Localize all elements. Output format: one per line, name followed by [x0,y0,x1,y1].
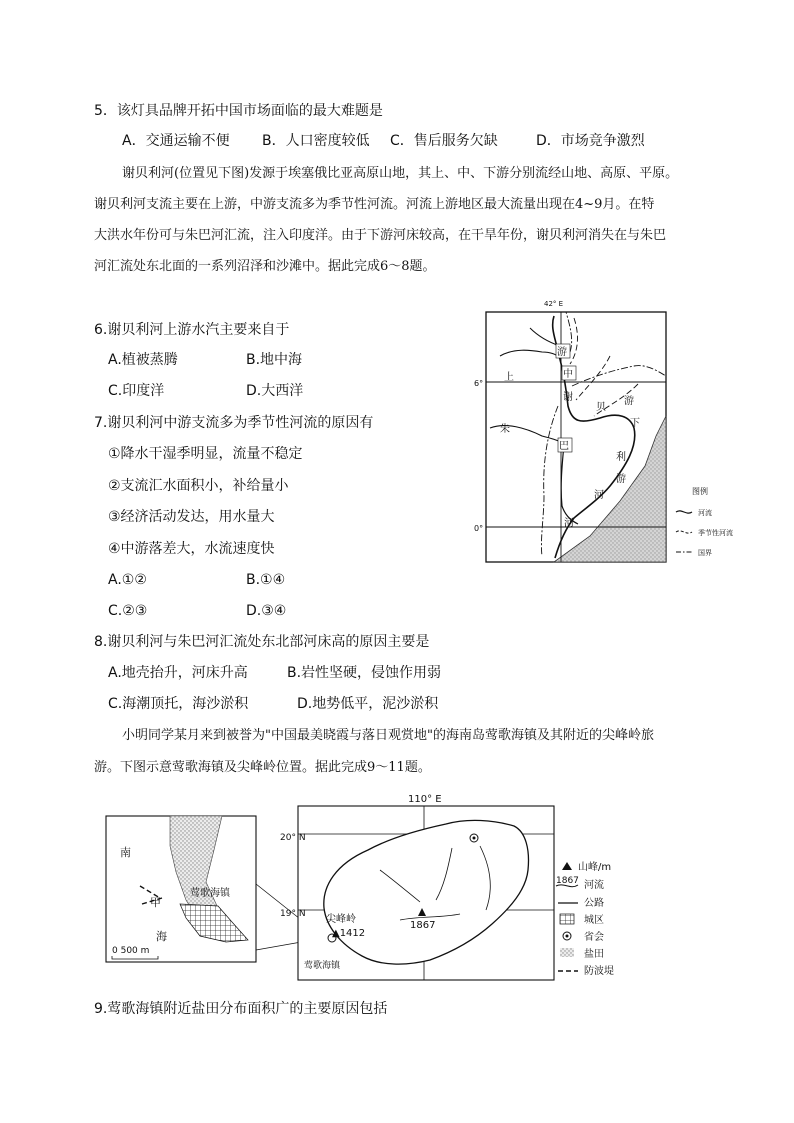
shebelle-river-map [470,296,760,568]
legend-mountain-symbol [562,862,572,870]
peak-1412-label: ▲1412 [332,928,366,939]
inset-south-label: 南 [120,846,131,859]
q5-stem: 5．该灯具品牌开拓中国市场面临的最大难题是 [94,103,383,119]
legend-city-symbol [560,914,574,924]
map1-legend-title: 图例 [692,487,708,496]
q9-stem: 9.莺歌海镇附近盐田分布面积广的主要原因包括 [94,1001,388,1017]
jianfeng-label: 尖峰岭 [326,914,356,925]
map-label-char: 游 [557,347,567,358]
q7-item: ④中游落差大，水流速度快 [108,541,275,557]
legend-river: 河流 [584,880,604,891]
legend-capital-dot [566,935,569,938]
legend-salt: 盐田 [584,949,604,960]
map1-lon-label: 42° E [544,300,564,308]
q7-stem: 7.谢贝利河中游支流多为季节性河流的原因有 [94,415,374,431]
map2-lat20-label: 20° N [280,833,306,843]
q8-option-c: C.海潮顶托，海沙淤积 [108,696,249,712]
map1-legend-border: 国界 [698,549,712,557]
q6-option-d: D.大西洋 [246,383,304,399]
passage1-line: 河汇流处东北面的一系列沼泽和沙滩中。据此完成6～8题。 [94,259,436,274]
q6-option-b: B.地中海 [246,352,303,368]
map-label-char: 游 [624,396,634,407]
inset-sea-label: 海 [156,930,167,943]
q7-option-c: C.②③ [108,603,148,619]
passage1-line: 大洪水年份可与朱巴河汇流，注入印度洋。由于下游河床较高，在干旱年份，谢贝利河消失在与朱巴 [94,228,667,243]
map-label-char: 上 [504,372,514,383]
q6-option-c: C.印度洋 [108,383,165,399]
legend-seasonal-symbol [676,531,692,533]
map-label-char: 河 [594,490,604,501]
map-label-char: 下 [630,418,640,429]
legend-road: 公路 [584,898,604,909]
q6-option-a: A.植被蒸腾 [108,352,178,368]
q7-option-d: D.③④ [246,603,287,619]
q8-stem: 8.谢贝利河与朱巴河汇流处东北部河床高的原因主要是 [94,634,430,650]
legend-mountain-val: 1867 [556,876,579,886]
map1-legend-seasonal: 季节性河流 [698,529,733,537]
q5-option-c: C．售后服务欠缺 [390,133,498,149]
legend-capital: 省会 [584,932,604,943]
map2-lat19-label: 19° N [280,909,306,919]
map-label-char: 巴 [559,441,569,452]
map-label-char: 利 [616,452,626,463]
q8-option-a: A.地壳抬升，河床升高 [108,665,248,681]
passage2-line: 小明同学某月来到被誉为"中国最美晓霞与落日观赏地"的海南岛莺歌海镇及其附近的尖峰岭旅 [122,728,654,743]
map1-lat6-label: 6° [474,379,484,388]
map1-lat0-label: 0° [474,524,484,533]
legend-mountain: 山峰/m [578,862,612,873]
map2-town-label: 莺歌海镇 [304,961,341,971]
map2-lon-label: 110° E [408,794,442,805]
peak-1867-label: 1867 [410,920,436,931]
q7-item: ②支流汇水面积小，补给量小 [108,478,289,494]
map-label-char: 朱 [500,424,510,435]
q6-stem: 6.谢贝利河上游水汽主要来自于 [94,322,290,338]
map-label-char: 谢 [563,392,573,403]
passage2-line: 游。下图示意莺歌海镇及尖峰岭位置。据此完成9～11题。 [94,760,431,775]
inset-jia-label: 甲 [150,896,161,909]
map-label-char: 游 [616,474,626,485]
passage1-line: 谢贝利河(位置见下图)发源于埃塞俄比亚高原山地，其上、中、下游分别流经山地、高原、平原。 [122,166,679,181]
inset-scale-label: 0 500 m [112,946,150,956]
map-label-char: 贝 [596,402,606,413]
q7-item: ③经济活动发达，用水量大 [108,509,275,525]
legend-salt-symbol [560,948,574,957]
inset-town-label: 莺歌海镇 [190,888,230,899]
legend-dyke: 防波堤 [584,966,614,977]
q7-option-a: A.①② [108,572,147,588]
provincial-capital-dot [473,837,476,840]
q5-option-a: A．交通运输不便 [122,133,230,149]
q8-option-b: B.岩性坚硬，侵蚀作用弱 [287,665,442,681]
map-label-char: 河 [564,518,574,529]
q7-item: ①降水干湿季明显，流量不稳定 [108,446,303,462]
legend-river-symbol [676,511,692,513]
yinggehai-map [100,790,700,990]
q5-option-d: D．市场竞争激烈 [536,133,645,149]
q8-option-d: D.地势低平，泥沙淤积 [297,696,439,712]
legend-city: 城区 [584,915,604,926]
q7-option-b: B.①④ [246,572,286,588]
map-label-char: 中 [563,369,573,380]
map1-legend-river: 河流 [698,509,712,517]
passage1-line: 谢贝利河支流主要在上游，中游支流多为季节性河流。河流上游地区最大流量出现在4~9月。在特 [94,197,655,212]
q5-option-b: B．人口密度较低 [262,133,370,149]
